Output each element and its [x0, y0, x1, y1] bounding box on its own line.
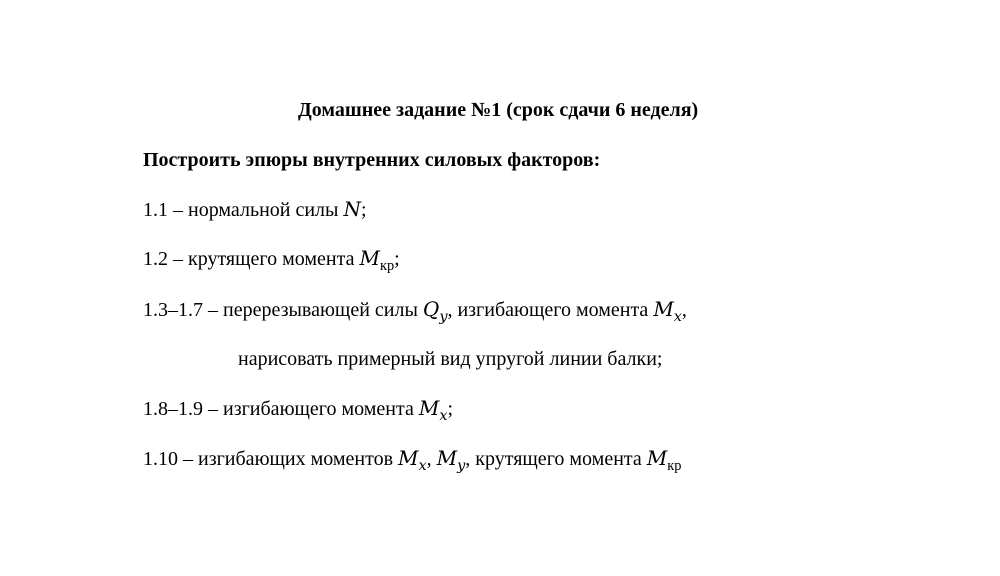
item-punct: ,	[681, 299, 687, 321]
symbol-m: $M_y$	[436, 446, 466, 475]
subscript-y: y	[457, 458, 466, 475]
item-punct: ;	[360, 199, 367, 221]
symbol-m: M	[359, 246, 380, 270]
item-text-mid: , изгибающего момента	[447, 299, 654, 321]
item-text: 1.10 – изгибающих моментов	[143, 448, 399, 470]
item-1-3-continuation: нарисовать примерный вид упругой линии балки;	[238, 348, 663, 370]
symbol-m: $M_x$	[398, 446, 427, 475]
subscript-y: y	[439, 309, 448, 326]
item-1-3-1-7	[143, 297, 687, 326]
item-text: 1.1 – нормальной силы	[143, 199, 344, 221]
symbol-n: N	[343, 197, 361, 221]
subscript-kr: кр	[667, 458, 682, 475]
subscript-x: x	[673, 309, 682, 326]
item-text-mid: , крутящего момента	[465, 448, 647, 470]
subscript-x: x	[418, 458, 427, 475]
symbol-m: M	[646, 446, 668, 470]
symbol-m: $M_x$	[653, 297, 682, 326]
assignment-title: Домашнее задание №1 (срок сдачи 6 неделя)	[298, 99, 699, 121]
item-text: 1.2 – крутящего момента	[143, 248, 360, 270]
item-punct: ;	[394, 248, 400, 270]
item-1-1	[143, 197, 367, 222]
item-text: 1.8–1.9 – изгибающего момента	[143, 398, 419, 420]
item-1-8-1-9	[143, 396, 454, 425]
assignment-subtitle: Построить эпюры внутренних силовых факторов:	[143, 149, 601, 171]
item-1-10	[143, 446, 682, 475]
item-text: 1.3–1.7 – перерезывающей силы	[143, 299, 423, 321]
symbol-q: $Q_y$	[422, 297, 448, 326]
symbol-m: $M_x$	[418, 396, 448, 425]
item-sep: ,	[426, 448, 437, 470]
subscript-kr: кр	[379, 258, 395, 275]
item-1-2	[143, 246, 400, 275]
item-punct: ;	[447, 398, 454, 420]
subscript-x: x	[439, 408, 448, 425]
